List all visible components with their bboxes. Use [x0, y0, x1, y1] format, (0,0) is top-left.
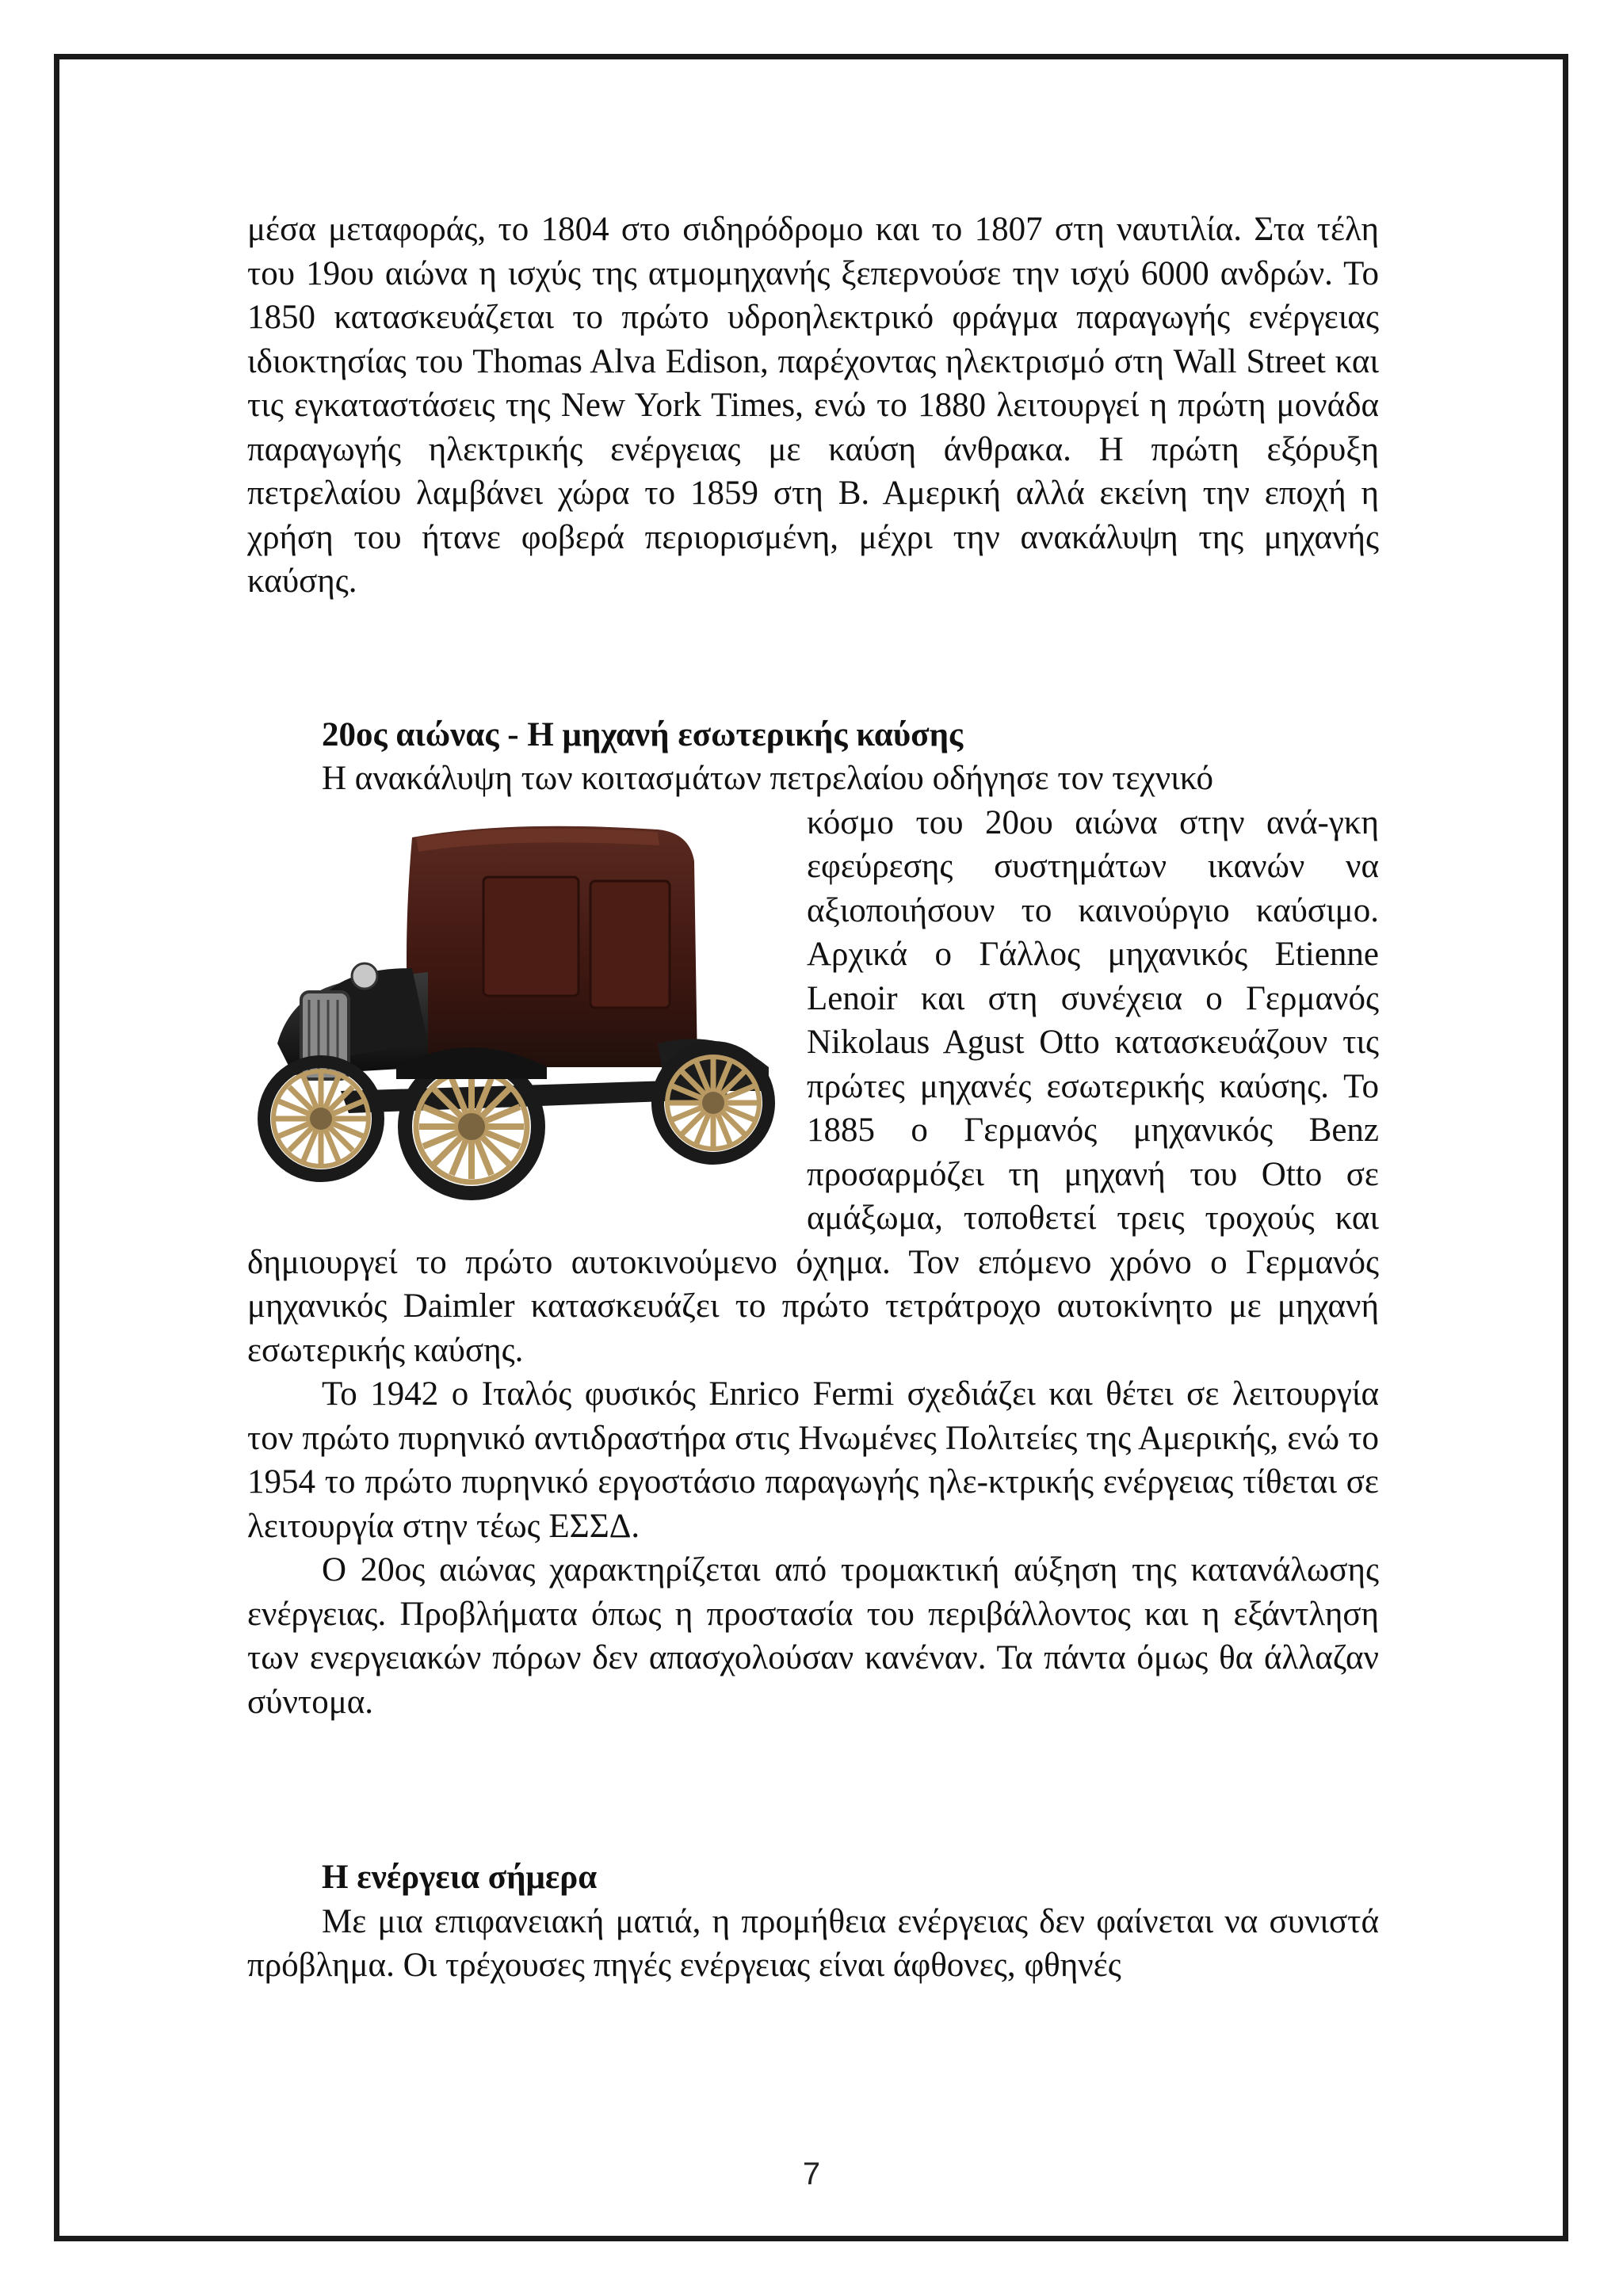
vintage-car-image [246, 806, 800, 1200]
section-heading: 20ος αιώνας - Η μηχανή εσωτερικής καύσης [322, 715, 964, 753]
spacer [247, 1724, 1379, 1855]
section-heading: Η ενέργεια σήμερα [322, 1859, 598, 1896]
document-body [247, 208, 1379, 1988]
paragraph: Ο 20ος αιώνας χαρακτηρίζεται από τρομακτική αύξηση της κατανάλωσης ενέργειας. Προβλήματα όπως η προστασία του περιβάλλοντος και η εξάντληση των ενεργειακών πόρων δεν απασχολούσαν κανέναν. Τα πάντα όμως θα άλλαζαν σύντομα. [247, 1551, 1379, 1721]
paragraph: Το 1942 ο Ιταλός φυσικός Enrico Fermi σχεδιάζει και θέτει σε λειτουργία τον πρώτο πυρηνικό αντιδραστήρα στις Ηνωμένες Πολιτείες της Αμερικής, ενώ το 1954 το πρώτο πυρηνικό εργοστάσιο παραγωγής ηλε-κτρικής ενέργειας τίθεται σε λειτουργία στην τέως ΕΣΣΔ. [247, 1375, 1379, 1545]
paragraph: Με μια επιφανειακή ματιά, η προμήθεια ενέργειας δεν φαίνεται να συνιστά πρόβλημα. Οι τρέχουσες πηγές ενέργειας είναι άφθονες, φθηνές [247, 1902, 1379, 1984]
paragraph: κόσμο του 20ου αιώνα στην ανά-γκη εφεύρεσης συστημάτων ικανών να αξιοποιήσουν το καινούργιο καύσιμο. Αρχικά ο Γάλλος μηχανικός Etienne Lenoir και στη συνέχεια ο Γερμανός Nikolaus Agust Otto κατασκευάζουν τις πρώτες μηχανές εσωτερικής καύσης. Το 1885 ο Γερμανός μηχανικός Benz προσαρμόζει τη μηχανή του Otto σε αμάξωμα, τοποθετεί τρεις τροχούς και δημιουργεί το πρώτο αυτοκινούμενο όχημα. Τον επόμενο χρόνο ο Γερμανός μηχανικός Daimler κατασκευάζει το πρώτο τετράτροχο αυτοκίνητο με μηχανή εσωτερικής καύσης. [247, 803, 1379, 1369]
page-number: 7 [802, 2157, 821, 2191]
paragraph: μέσα μεταφοράς, το 1804 στο σιδηρόδρομο και το 1807 στη ναυτιλία. Στα τέλη του 19ου αιώνα η ισχύς της ατμομηχανής ξεπερνούσε την ισχύ 6000 ανδρών. Το 1850 κατασκευάζεται το πρώτο υδροηλεκτρικό φράγμα παραγωγής ενέργειας ιδιοκτησίας του Thomas Alva Edison, παρέχοντας ηλεκτρισμό στη Wall Street και τις εγκαταστάσεις της New York Times, ενώ το 1880 λειτουργεί η πρώτη μονάδα παραγωγής ηλεκτρικής ενέργειας με καύση άνθρακα. Η πρώτη εξόρυξη πετρελαίου λαμβάνει χώρα το 1859 στη Β. Αμερική αλλά εκείνη την εποχή η χρήση του ήτανε φοβερά περιορισμένη, μέχρι την ανακάλυψη της μηχανής καύσης. [247, 211, 1379, 600]
paragraph: Η ανακάλυψη των κοιτασμάτων πετρελαίου οδήγησε τον τεχνικό [322, 760, 1213, 797]
spacer [247, 604, 1379, 713]
